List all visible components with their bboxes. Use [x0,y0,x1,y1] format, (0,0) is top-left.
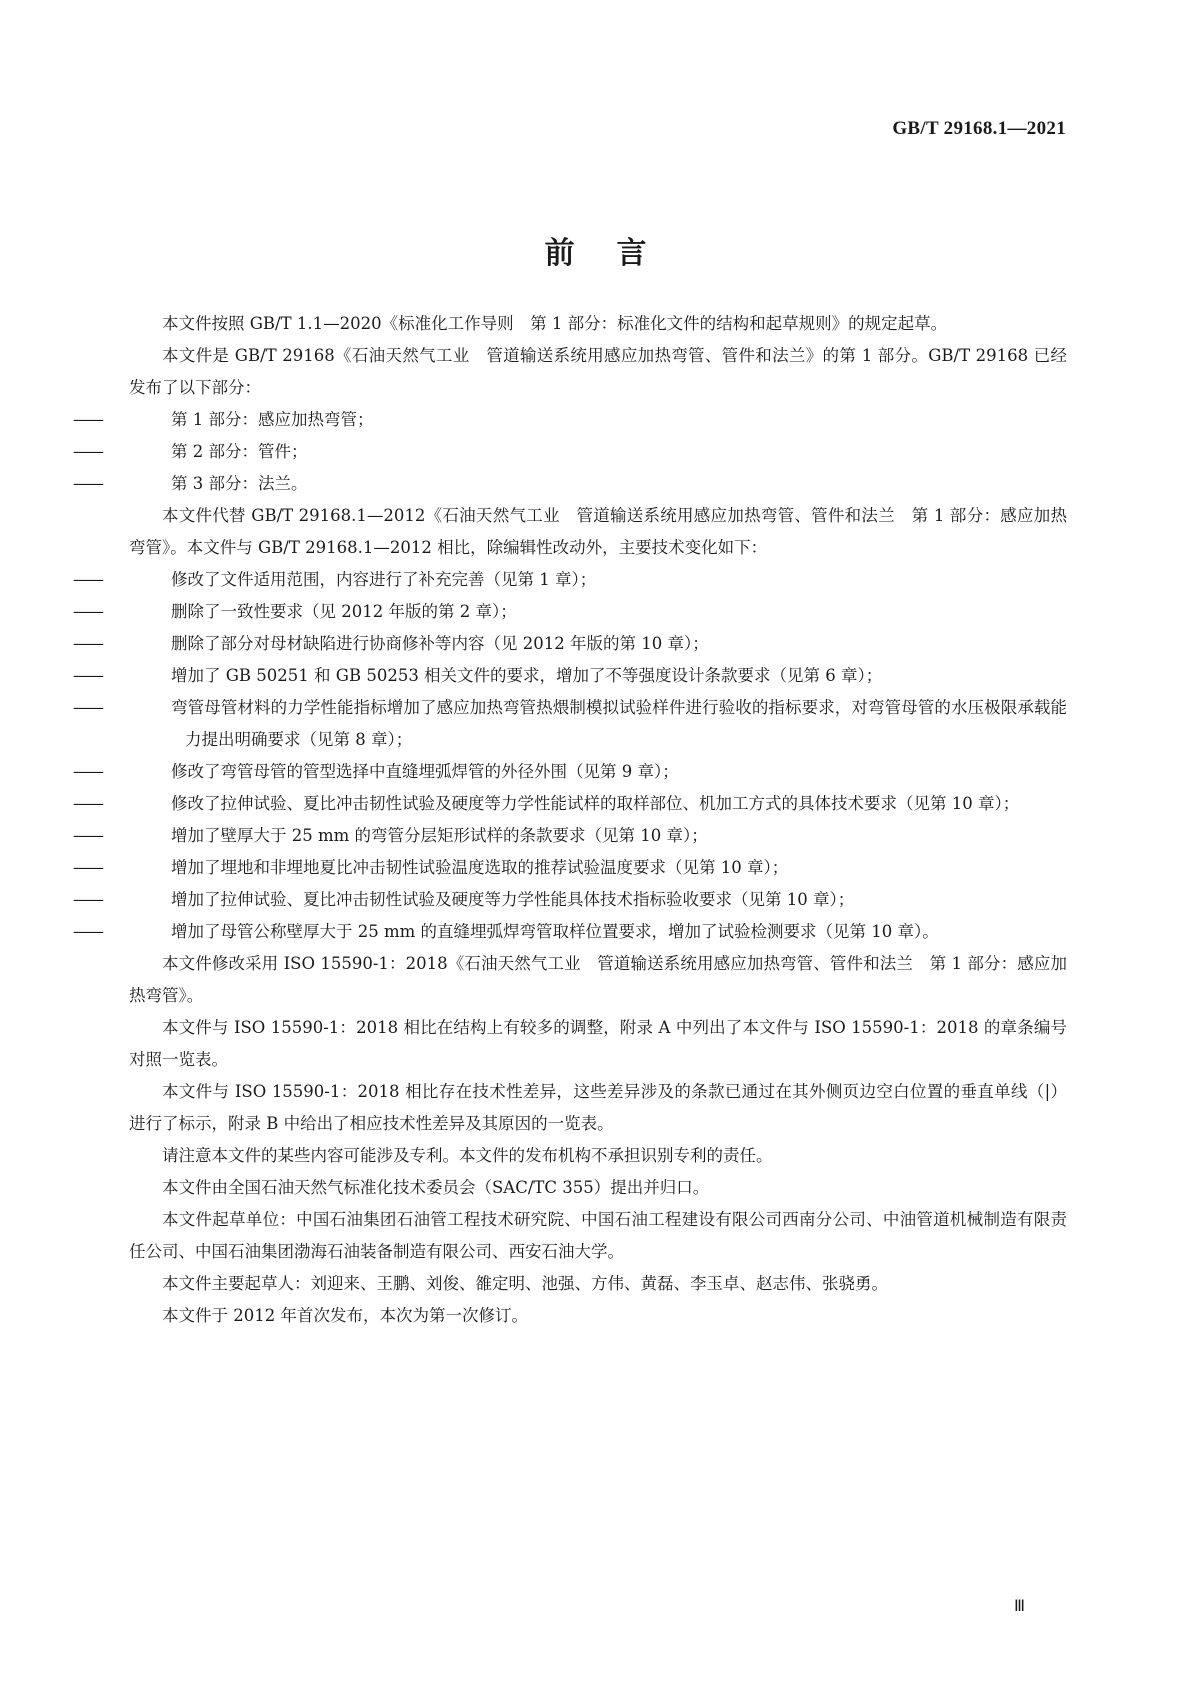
list-item-change: —— 删除了部分对母材缺陷进行协商修补等内容（见 2012 年版的第 10 章）； [129,628,1067,660]
paragraph-patent-notice: 请注意本文件的某些内容可能涉及专利。本文件的发布机构不承担识别专利的责任。 [162,1146,773,1165]
paragraph-drafting-rules: 本文件按照 GB/T 1.1—2020《标准化工作导则 第 1 部分：标准化文件的结构和起草规则》的规定起草。 [162,314,948,333]
page-number: Ⅲ [1013,1598,1025,1615]
list-dash: —— [73,698,102,717]
list-item-part-1: —— 第 1 部分：感应加热弯管； [129,404,1067,436]
list-item-change: —— 弯管母管材料的力学性能指标增加了感应加热弯管热煨制模拟试验样件进行验收的指标要求，对弯管母管的水压极限承载能力提出明确要求（见第 8 章）； [129,692,1067,756]
list-dash: —— [73,762,102,781]
list-item-part-2: —— 第 2 部分：管件； [129,436,1067,468]
list-item-change: —— 增加了埋地和非埋地夏比冲击韧性试验温度选取的推荐试验温度要求（见第 10 章）； [129,852,1067,884]
paragraph-proposer: 本文件由全国石油天然气标准化技术委员会（SAC/TC 355）提出并归口。 [162,1178,710,1197]
paragraph-revision-history: 本文件于 2012 年首次发布，本次为第一次修订。 [162,1306,528,1325]
paragraph-drafting-units: 本文件起草单位：中国石油集团石油管工程技术研究院、中国石油工程建设有限公司西南分公司、中油管道机械制造有限责任公司、中国石油集团渤海石油装备制造有限公司、西安石油大学。 [129,1210,1067,1261]
paragraph-drafters: 本文件主要起草人：刘迎来、王鹏、刘俊、雒定明、池强、方伟、黄磊、李玉卓、赵志伟、张骁勇。 [162,1274,888,1293]
list-dash: —— [73,826,102,845]
list-item-change: —— 修改了文件适用范围，内容进行了补充完善（见第 1 章）； [129,564,1067,596]
list-item-change: —— 修改了弯管母管的管型选择中直缝埋弧焊管的外径外围（见第 9 章）； [129,756,1067,788]
list-item-change: —— 增加了母管公称壁厚大于 25 mm 的直缝埋弧焊弯管取样位置要求，增加了试验检测要求（见第 10 章）。 [129,916,1067,948]
list-item-part-3: —— 第 3 部分：法兰。 [129,468,1067,500]
list-dash: —— [73,442,102,461]
list-dash: —— [73,858,102,877]
list-item-change: —— 修改了拉伸试验、夏比冲击韧性试验及硬度等力学性能试样的取样部位、机加工方式的具体技术要求（见第 10 章）； [129,788,1067,820]
standard-number: GB/T 29168.1—2021 [892,118,1066,139]
list-dash: —— [73,922,102,941]
list-item-change: —— 删除了一致性要求（见 2012 年版的第 2 章）； [129,596,1067,628]
foreword-body [73,308,1067,1332]
list-dash: —— [73,602,102,621]
list-item-change: —— 增加了拉伸试验、夏比冲击韧性试验及硬度等力学性能具体技术指标验收要求（见第 10 章）； [129,884,1067,916]
paragraph-iso-adoption: 本文件修改采用 ISO 15590-1：2018《石油天然气工业 管道输送系统用感应加热弯管、管件和法兰 第 1 部分：感应加热弯管》。 [129,954,1067,1005]
paragraph-replaces: 本文件代替 GB/T 29168.1—2012《石油天然气工业 管道输送系统用感应加热弯管、管件和法兰 第 1 部分：感应加热弯管》。本文件与 GB/T 29168.1—2012 相比，除编辑性改动外，主要技术变化如下： [129,506,1067,557]
list-dash: —— [73,794,102,813]
list-dash: —— [73,666,102,685]
page-title: 前言 [544,236,689,271]
list-item-change: —— 增加了壁厚大于 25 mm 的弯管分层矩形试样的条款要求（见第 10 章）； [129,820,1067,852]
list-dash: —— [73,474,102,493]
list-dash: —— [73,410,102,429]
list-dash: —— [73,890,102,909]
list-dash: —— [73,570,102,589]
paragraph-technical-deviations: 本文件与 ISO 15590-1：2018 相比存在技术性差异，这些差异涉及的条款已通过在其外侧页边空白位置的垂直单线（|）进行了标示，附录 B 中给出了相应技术性差异及其原因的一览表。 [129,1082,1067,1133]
list-item-change: —— 增加了 GB 50251 和 GB 50253 相关文件的要求，增加了不等强度设计条款要求（见第 6 章）； [129,660,1067,692]
paragraph-part-of-series: 本文件是 GB/T 29168《石油天然气工业 管道输送系统用感应加热弯管、管件和法兰》的第 1 部分。GB/T 29168 已经发布了以下部分： [129,346,1067,397]
paragraph-structure-adjustment: 本文件与 ISO 15590-1：2018 相比在结构上有较多的调整，附录 A 中列出了本文件与 ISO 15590-1：2018 的章条编号对照一览表。 [129,1018,1067,1069]
list-dash: —— [73,634,102,653]
